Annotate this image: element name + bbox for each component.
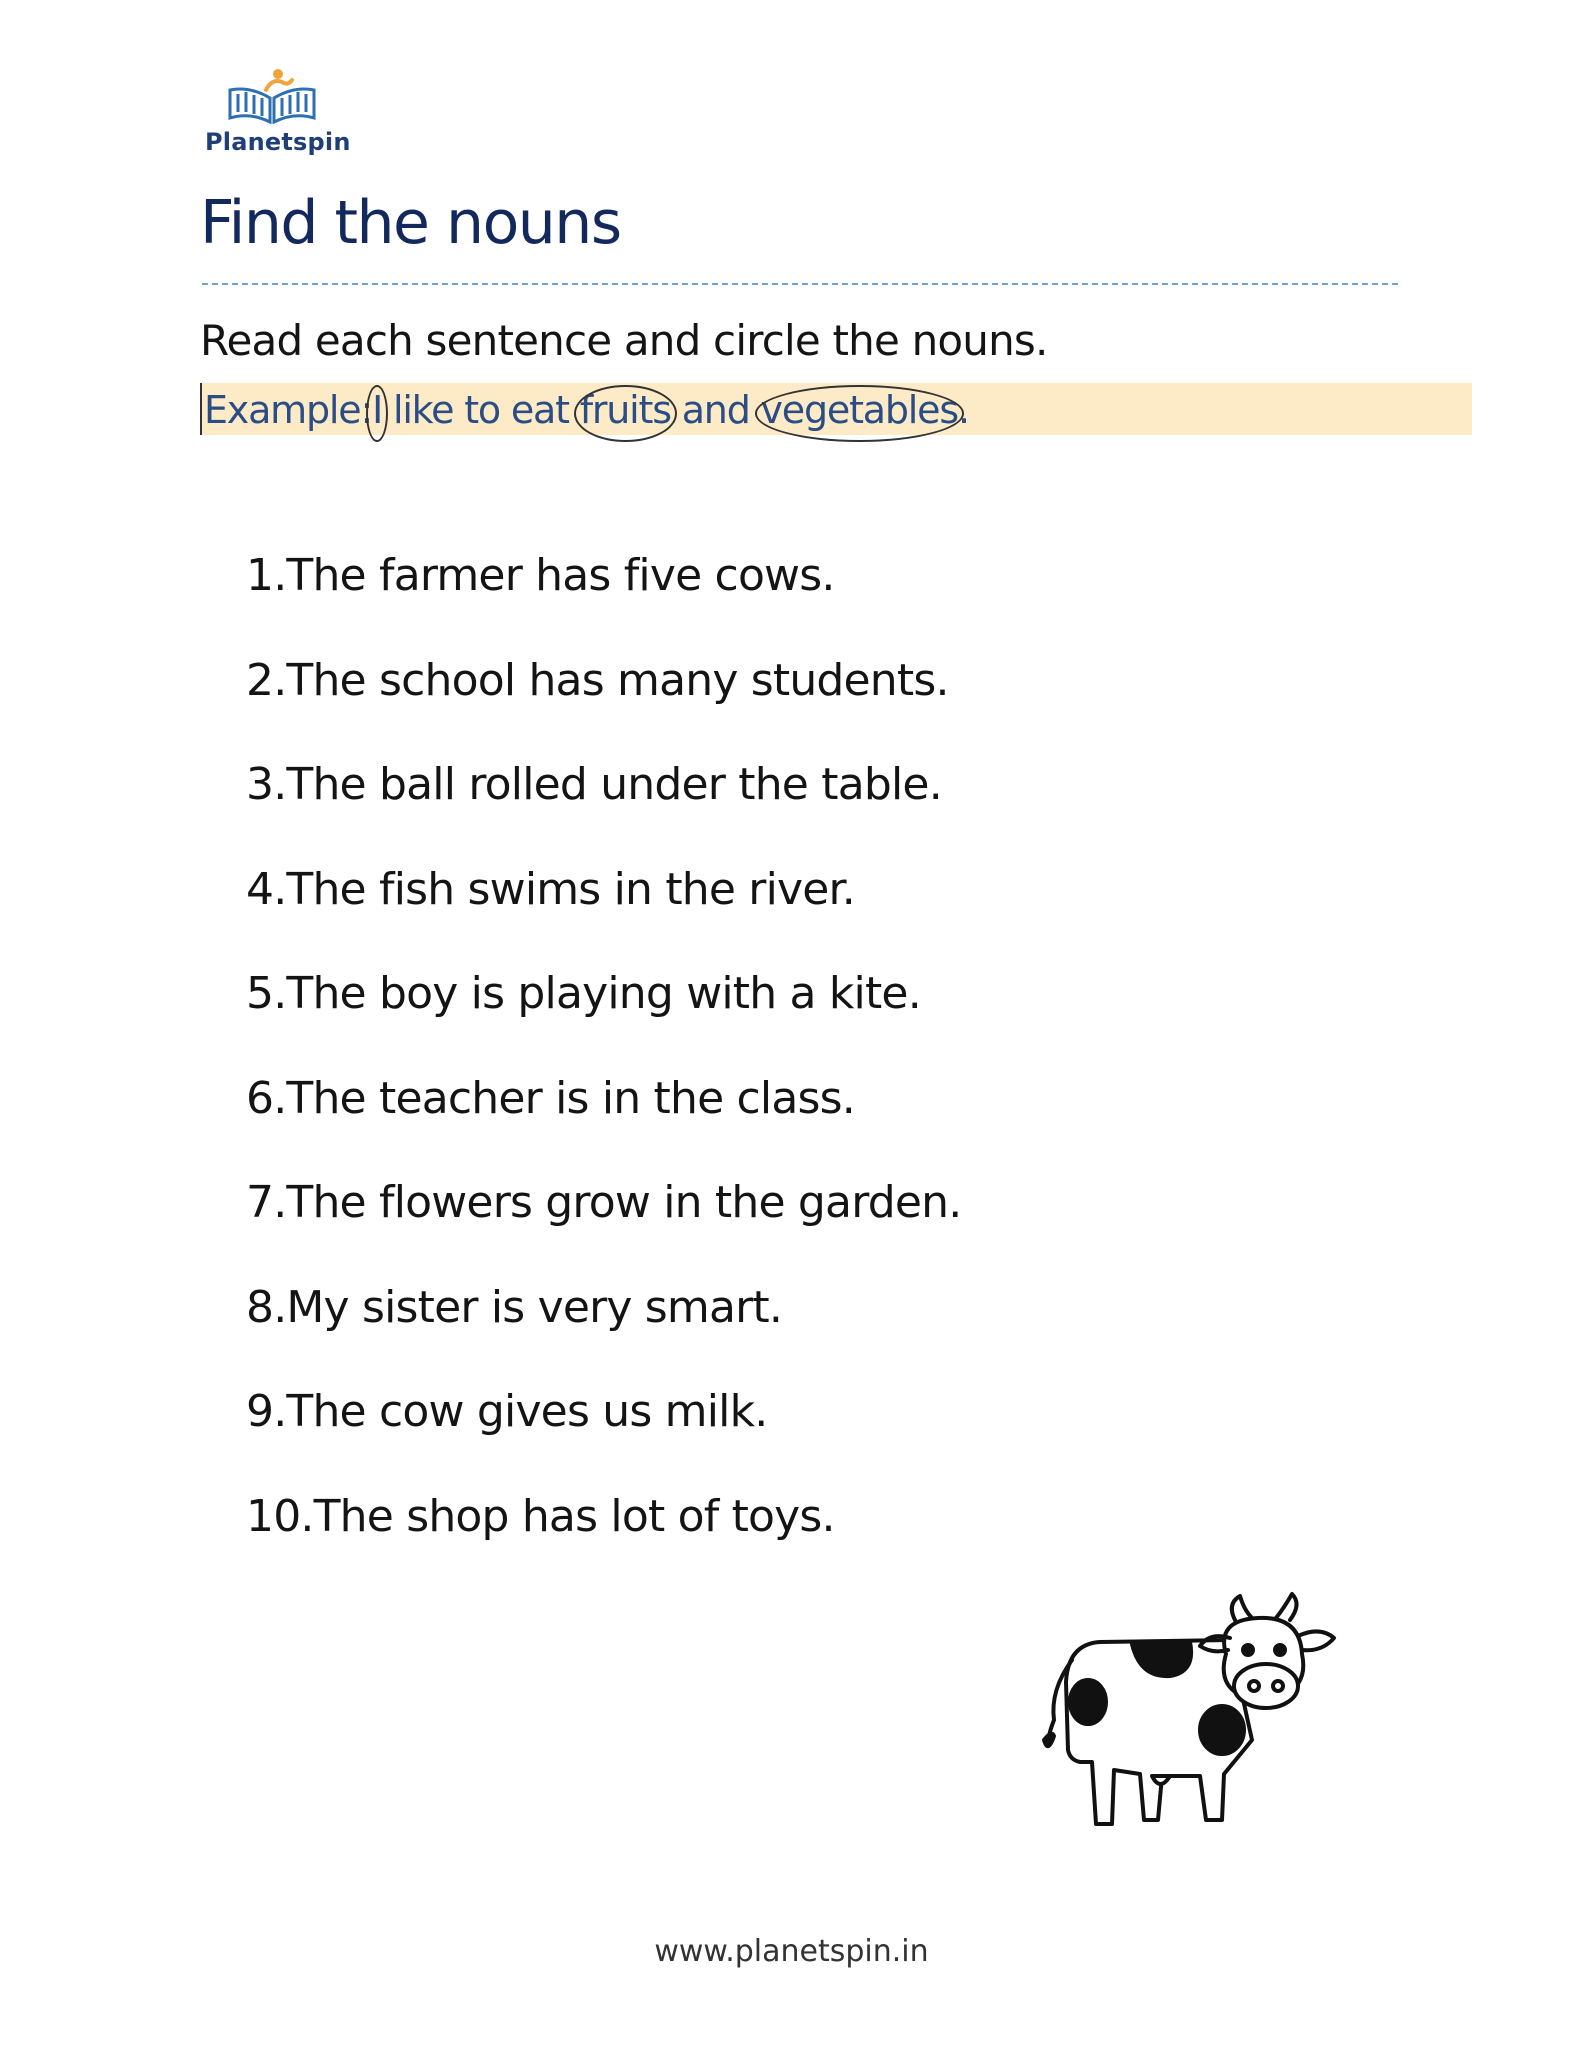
example-circled-noun: vegetables <box>760 388 958 432</box>
brand-name: Planetspin <box>205 128 351 156</box>
question-item: 2.The school has many students. <box>246 654 949 706</box>
cow-icon <box>1040 1590 1390 1850</box>
footer-website: www.planetspin.in <box>654 1934 929 1969</box>
example-period: . <box>957 388 969 432</box>
question-item: 4.The fish swims in the river. <box>246 863 855 915</box>
page-title: Find the nouns <box>200 188 621 258</box>
example-word: and <box>681 388 750 432</box>
example-circled-noun: I <box>372 388 383 432</box>
question-item: 9.The cow gives us milk. <box>246 1386 768 1437</box>
question-list <box>246 546 961 1591</box>
example-sentence <box>204 388 969 432</box>
question-item: 5.The boy is playing with a kite. <box>246 968 921 1019</box>
example-circled-noun: fruits <box>579 388 671 432</box>
question-item: 8.My sister is very smart. <box>246 1281 783 1333</box>
question-item: 3.The ball rolled under the table. <box>246 759 942 810</box>
instruction-text: Read each sentence and circle the nouns. <box>200 316 1048 365</box>
book-with-figure-icon <box>226 68 318 126</box>
example-word: like to eat <box>392 388 569 432</box>
question-item: 1.The farmer has five cows. <box>246 550 835 601</box>
example-label: Example: <box>204 388 373 432</box>
question-item: 6.The teacher is in the class. <box>246 1072 855 1124</box>
question-item: 7.The flowers grow in the garden. <box>246 1177 962 1228</box>
question-item: 10.The shop has lot of toys. <box>246 1490 835 1542</box>
example-banner <box>200 383 1472 435</box>
planetspin-logo <box>205 68 350 156</box>
title-divider <box>202 283 1398 285</box>
